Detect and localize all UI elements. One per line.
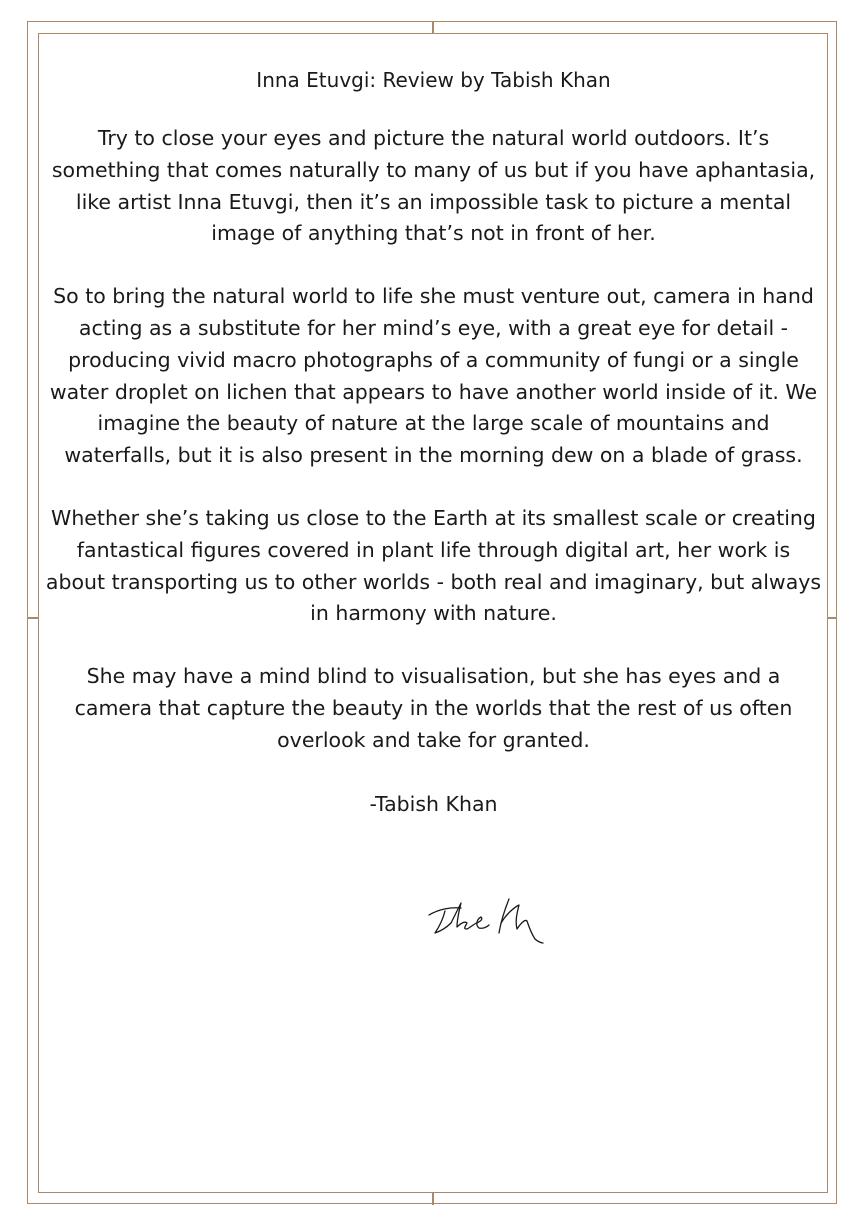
paragraph-intro: Try to close your eyes and picture the natural world outdoors. It’s something that comes naturally to many of us but if you have aphantasia, like artist Inna Etuvgi, then it’s an impossible task to picture a mental image of anything that’s not in front of her.	[51, 126, 816, 246]
paragraph-natural-world: So to bring the natural world to life she must venture out, camera in hand acting as a substitute for her mind’s eye, with a great eye for detail - producing vivid macro photographs of a community of fungi or a single water droplet on lichen that appears to have another world inside of it. We imagine the beauty of nature at the large scale of mountains and waterfalls, but it is also present in the morning dew on a blade of grass.	[49, 284, 818, 468]
frame-tick-top	[432, 21, 434, 33]
review-content	[45, 64, 822, 820]
frame-tick-right	[828, 617, 837, 619]
handwritten-signature	[425, 893, 555, 953]
frame-tick-left	[27, 617, 38, 619]
paragraph-conclusion: She may have a mind blind to visualisation, but she has eyes and a camera that capture the beauty in the worlds that the rest of us often overlook and take for granted.	[74, 664, 793, 752]
frame-tick-bottom	[432, 1193, 434, 1205]
paragraph-other-worlds: Whether she’s taking us close to the Earth at its smallest scale or creating fantastical figures covered in plant life through digital art, her work is about transporting us to other worlds - both real and imaginary, but always in harmony with nature.	[45, 505, 822, 626]
page-title: Inna Etuvgi: Review by Tabish Khan	[256, 68, 611, 92]
author-signoff: -Tabish Khan	[369, 791, 498, 816]
